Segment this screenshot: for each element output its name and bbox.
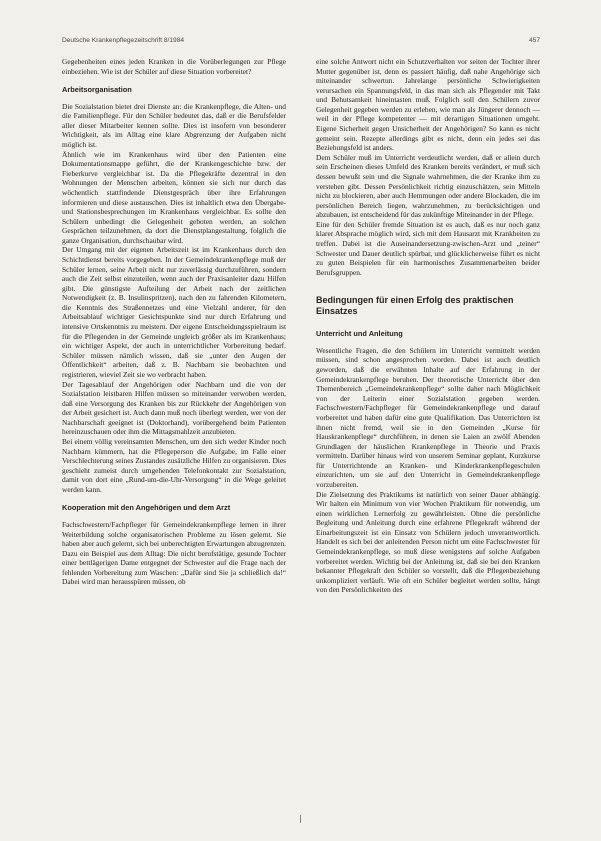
paragraph: Wesentliche Fragen, die den Schülern im Unterricht vermittelt werden müssen, sind schon angesprochen worden. Dabei ist auch deutlich geworden, daß die erwähnten Inhalte auf der Erfahrung in der Gemeindekrankenpflege beruhen. Der theoretische Unterricht über den Themenbereich „Gemeindekrankenpflege“ sollte daher nach Möglichkeit von der Leiterin einer Sozialstation gegeben werden. Fachschwestern/Fachpfleger für Gemeindekrankenpflege und darauf vorbereitet und haben dafür eine gute Qualifikation. Das Unterrichten ist ihnen nicht fremd, weil sie in den Gemeinden „Kurse für Hauskrankenpflege“ durchführen, in denen sie Laien an zwölf Abenden Grundlagen der häuslichen Krankenpflege in Theorie und Praxis vermitteln. Darüber hinaus wird von unserem Seminar geplant, Kurzkurse für Unterrichtende an Kranken- und Kinderkrankenpflegeschulen einzurichten, um sie auf den Unterricht in Gemeindekrankenpflege vorzubereiten.	[316, 345, 540, 489]
section-heading: Kooperation mit den Angehörigen und dem Arzt	[62, 503, 231, 513]
footer-mark	[300, 815, 301, 823]
paragraph: Ähnlich wie im Krankenhaus wird über den Patienten eine Dokumentationsmappe geführt, die der Krankengeschichte bzw. der Fieberkurve vergleichbar ist. Da die Pflegekräfte dezentral in den Wohnungen der Menschen arbeiten, können sie sich nur durch das wöchentlich stattfindende Dienstgespräch über ihre Erfahrungen informieren und diese austauschen. Dies ist inhaltlich etwa den Übergabe- und Stationsbesprechungen im Krankenhaus vergleichbar. Es sollte den Schülern unbedingt die Gelegenheit geboten werden, an solchen Gesprächen teilzunehmen, da dort die Dienstplangestaltung, folglich die ganze Organisation, durchschaubar wird.	[62, 149, 286, 245]
paragraph: Der Umgang mit der eigenen Arbeitszeit ist im Krankenhaus durch den Schichtdienst bereits vorgegeben. In der Gemeindekrankenpflege muß der Schüler lernen, seine Arbeit nicht nur zuverlässig durchzuführen, sondern auch die Zeit selbst einzuteilen, wenn auch der Praxisanleiter dazu Hilfen gibt. Die günstigste Aufteilung der Arbeit nach der zeitlichen Notwendigkeit (z. B. Insulinspritzen), nach den zu fahrenden Kilometern, die Kenntnis des Straßennetzes und eine Vielzahl anderer, für den Arbeitsablauf wichtiger Gesichtspunkte sind nur durch Erfahrung und intensive Ortskenntnis zu meistern. Der eigene Entscheidungsspielraum ist für die Pflegenden in der Gemeinde ungleich größer als im Krankenhaus; ein wichtiger Aspekt, der auch in unterrichtlicher Vorbereitung bedarf. Schüler müssen nämlich wissen, daß sie „unter den Augen der Öffentlichkeit“ arbeiten, daß z. B. Nachbarn sie beobachten und registrieren, wieviel Zeit sie wo verbracht haben.	[62, 245, 286, 379]
paragraph: Die Zielsetzung des Praktikums ist natürlich von seiner Dauer abhängig. Wir halten ein Minimum von vier Wochen Praktikum für notwendig, um einen wirklichen Lernerfolg zu gewährleisten. Ohne die persönliche Begleitung und Anleitung durch eine erfahrene Pflegekraft während der Einarbeitungszeit ist ein Einsatz von Schülern jedoch unverantwortlich. Handelt es sich bei der anleitenden Person nicht um eine Fachschwester für Gemeindekrankenpflege, so muß diese wenigstens auf solche Aufgaben vorbereitet werden. Wichtig bei der Anleitung ist, daß sie bei den Kranken bekannter Pflegekraft den Schüler so vorstellt, daß die Pflegenbeziehung unkompliziert verläuft. Wie oft ein Schüler begleitet werden sollte, hängt von den Persönlichkeiten des	[316, 489, 540, 595]
main-heading: Bedingungen für einen Erfolg des praktischen Einsatzes	[316, 295, 514, 317]
paragraph: Fachschwestern/Fachpfleger für Gemeindekrankenpflege lernen in ihrer Weiterbildung solche organisatorischen Probleme zu lösen gelernt. Sie haben aber auch gelernt, sich bei unberechtigten Erwartungen abzugrenzen. Dazu ein Beispiel aus dem Alltag: Die nicht berufstätige, gesunde Tochter einer bettlägerigen Dame entgegnet der Schwester auf die Frage nach der fehlenden Vorbereitung zum Waschen: „Dafür sind Sie ja schließlich da!“ Dabei wird man herausspüren müssen, ob	[62, 520, 286, 587]
left-column	[62, 57, 286, 587]
paragraph: eine solche Antwort nicht ein Schutzverhalten vor seiten der Tochter ihrer Mutter gegenüber ist, denn es passiert häufig, daß nahe Angehörige sich miteinander schwertun. Jahrelange persönliche Schwierigkeiten verursachen ein Spannungsfeld, in das man sich als Pflegender mit Takt und Behutsamkeit hineintasten muß. Folglich soll den Schülern zuvor Gelegenheit gegeben werden zu erleben, wie man als Jüngerer dennoch — weil in der Pflege kompetenter — mit derartigen Situationen umgeht. Eigene Sicherheit gegen Unsicherheit der Angehörigen? So kann es nicht gemeint sein. Rezepte allerdings gibt es nicht, denn ein jedes sei das Beziehungsfeld ist anders.	[316, 57, 540, 153]
right-column	[316, 57, 540, 595]
section-heading: Arbeitsorganisation	[62, 85, 132, 95]
paragraph: Bei einem völlig vereinsamten Menschen, um den sich weder Kinder noch Nachbarn kümmern, hat die Pflegeperson die Aufgabe, im Falle einer Verschlechterung seines Zustandes zusätzliche Hilfen zu organisieren. Dies geschieht zumeist durch umgehenden Telefonkontakt zur Sozialstation, damit von dort eine „Rund-um-die-Uhr-Versorgung“ in die Wege geleitet werden kann.	[62, 436, 286, 494]
page-number: 457	[528, 37, 540, 44]
paragraph: Die Sozialstation bietet drei Dienste an: die Krankenpflege, die Alten- und die Familienpflege. Für den Schüler bedeutet das, daß er die Berufsfelder aller dieser Mitarbeiter kennen sollte. Dies ist insofern von besonderer Wichtigkeit, als im Alltag eine klare Abgrenzung der Aufgaben nicht möglich ist.	[62, 101, 286, 150]
journal-name: Deutsche Krankenpflegezeitschrift 8/1984	[62, 37, 185, 44]
section-heading: Unterricht und Anleitung	[316, 329, 403, 339]
paragraph: Eine für den Schüler fremde Situation ist es auch, daß es nur noch ganz klarer Absprache möglich wird, sich mit dem Hausarzt mit Krankheiten zu treffen. Dabei ist die Auseinandersetzung-zwischen-Arzt und „teiner“ Schwester und Dauer deutlich spürbar, und glücklicherweise führt es nicht zu guten Beispielen für ein harmonisches Zusammenarbeiten beider Berufsgruppen.	[316, 219, 540, 277]
running-head	[62, 37, 540, 44]
paragraph: Dem Schüler muß im Unterricht verdeutlicht werden, daß er allein durch sein Erscheinen dieses Umfeld des Kranken bereits verändert, er muß sich dessen bewußt sein und die Signale wahrnehmen, die der Kranke ihm zu verstehen gibt. Dessen Persönlichkeit richtig einzuschätzen, sein Mitteln nicht zu blockieren, aber auch Hemmungen oder andere Blockaden, die im persönlichen Bereich liegen, wahrzunehmen, zu berücksichtigen und abzubauen, ist entscheidend für das zukünftige Miteinander in der Pflege.	[316, 152, 540, 220]
paragraph: Der Tagesablauf der Angehörigen oder Nachbarn und die von der Sozialstation leistbaren Hilfen müssen so miteinander verwoben werden, daß eine Versorgung des Kranken bis zur Rückkehr der Angehörigen von der Arbeit gesichert ist. Auch dann muß noch überlegt werden, wer von der Nachbarschaft geeignet ist (Doktorhand), vorübergehend beim Patienten hereinzuschauen oder ihm die Mittagsmahlzeit anzubieten.	[62, 379, 286, 437]
paragraph: Gegebenheiten eines jeden Kranken in die Vorüberlegungen zur Pflege einbeziehen. Wie ist der Schüler auf diese Situation vorbereitet?	[62, 57, 286, 76]
